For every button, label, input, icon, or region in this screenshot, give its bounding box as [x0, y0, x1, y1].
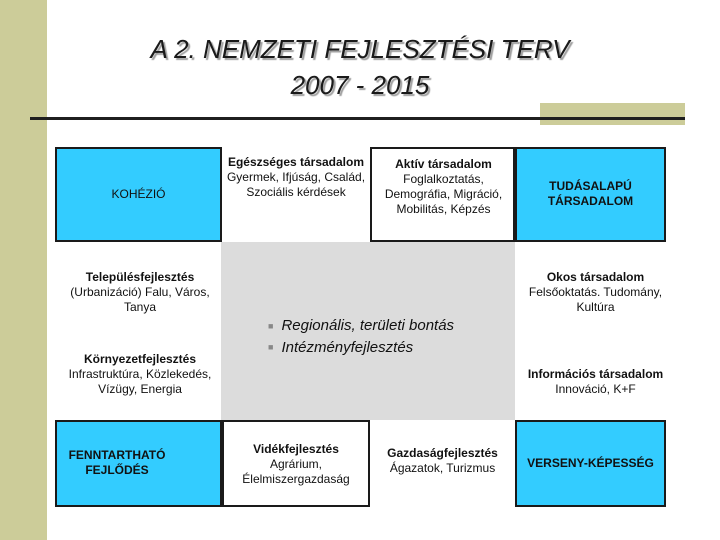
bullet-item: ■ Regionális, területi bontás [268, 317, 455, 334]
informacios-body: Innováció, K+F [555, 382, 636, 396]
kornyezet-title: Környezetfejlesztés [83, 352, 197, 366]
gazdasag-body: Ágazatok, Turizmus [389, 461, 496, 475]
egeszseges-box [222, 147, 370, 242]
videk-box [222, 420, 370, 507]
tudasalapu-label: TUDÁSALAPÚ TÁRSADALOM [547, 179, 634, 208]
telepules-title: Településfejlesztés [85, 270, 195, 284]
gazdasag-box [370, 420, 515, 507]
bullet-item: ■ Intézményfejlesztés [268, 338, 414, 356]
square-bullet-icon: ■ [268, 342, 274, 353]
videk-body: Agrárium, Élelmiszergazdaság [242, 457, 350, 486]
kohezio-label: KOHÉZIÓ [111, 187, 166, 201]
square-bullet-icon: ■ [268, 320, 274, 331]
slide-title: A 2. NEMZETI FEJLESZTÉSI TERV [150, 34, 570, 64]
verseny-box [515, 420, 666, 507]
kohezio-box [55, 147, 222, 242]
tudasalapu-box [515, 147, 666, 242]
okos-title: Okos társadalom [546, 270, 645, 284]
kornyezet-body: Infrastruktúra, Közlekedés, Vízügy, Energia [68, 367, 212, 396]
accent-bar [540, 103, 685, 125]
egeszseges-body: Gyermek, Ifjúság, Család, Szociális kérdések [226, 170, 366, 199]
aktiv-box [370, 147, 515, 242]
fenntarthato-label: FENNTARTHATÓ FEJLŐDÉS [68, 448, 166, 477]
sidebar-decoration [0, 0, 47, 540]
fenntarthato-box [55, 420, 222, 507]
aktiv-body: Foglalkoztatás, Demográfia, Migráció, Mobilitás, Képzés [384, 172, 503, 216]
okos-body: Felsőoktatás. Tudomány, Kultúra [528, 285, 663, 314]
egeszseges-title: Egészséges társadalom [227, 155, 365, 169]
aktiv-title: Aktív társadalom [395, 157, 492, 171]
informacios-title: Információs társadalom [527, 367, 664, 381]
title-rule [30, 117, 685, 120]
videk-title: Vidékfejlesztés [253, 442, 339, 456]
verseny-label: VERSENY-KÉPESSÉG [527, 456, 654, 470]
slide-subtitle: 2007 - 2015 [290, 70, 430, 100]
telepules-body: (Urbanizáció) Falu, Város, Tanya [70, 285, 210, 314]
gazdasag-title: Gazdaságfejlesztés [387, 446, 498, 460]
center-bullet-list [268, 315, 454, 358]
